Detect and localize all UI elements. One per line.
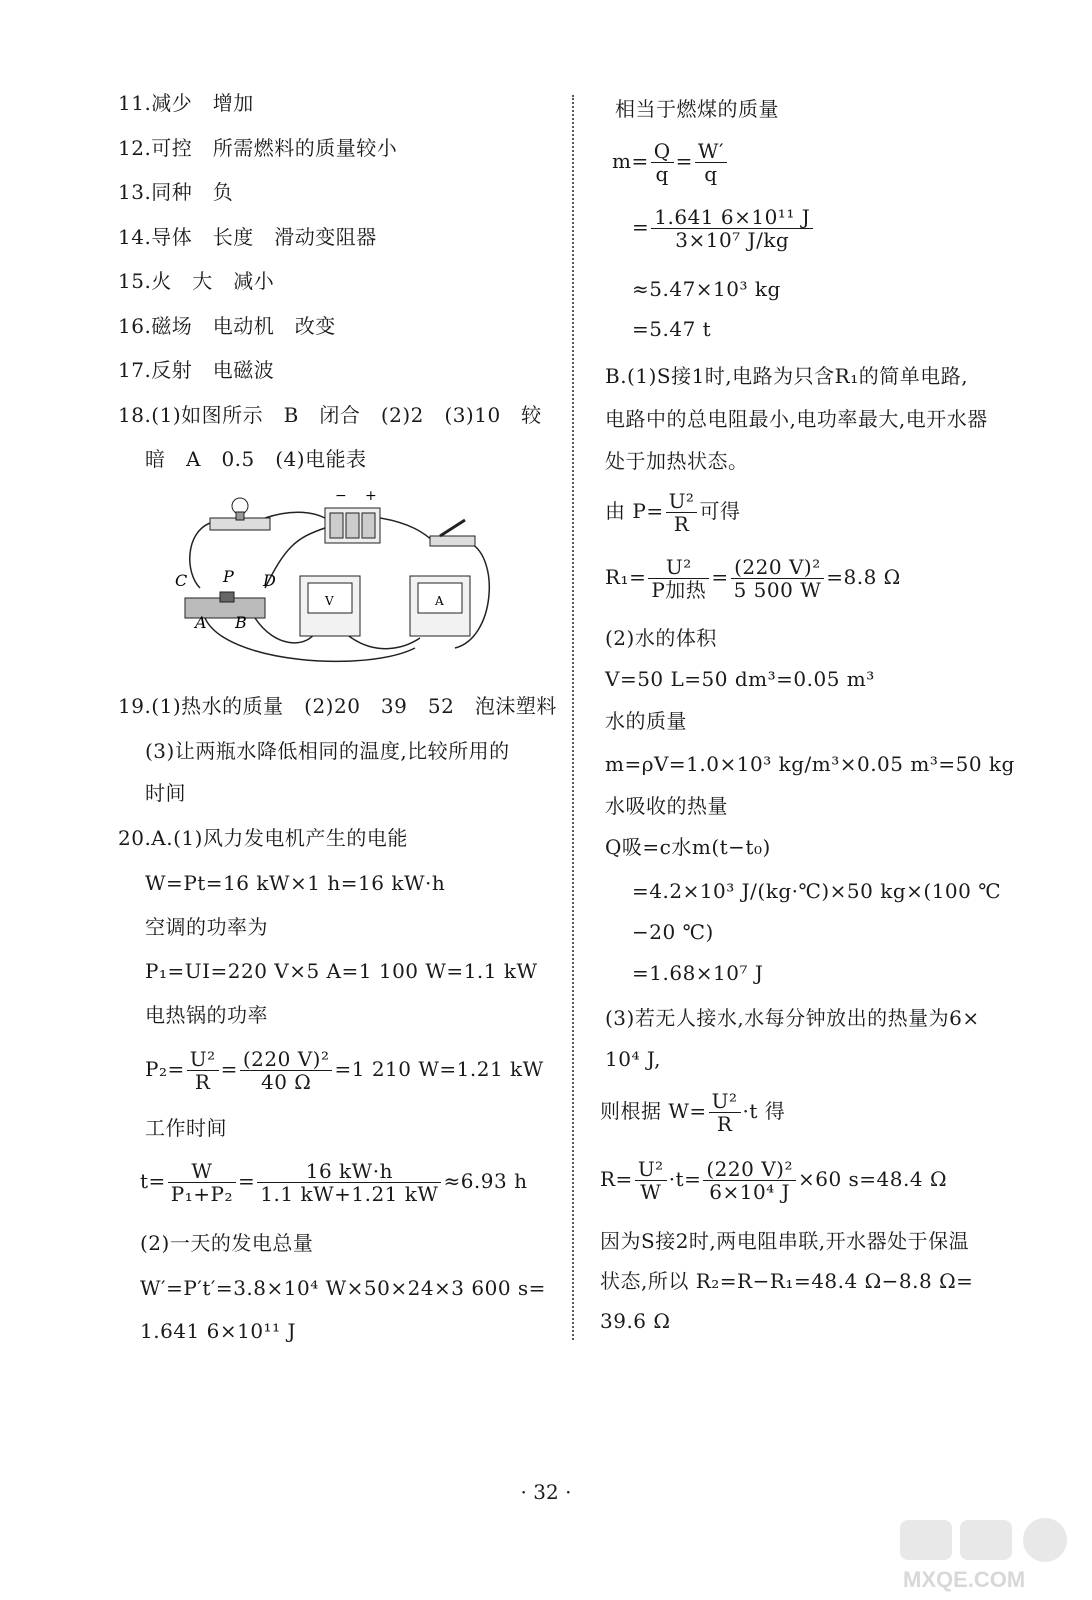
answer-19-line2: (3)让两瓶水降低相同的温度,比较所用的: [145, 739, 510, 763]
rheostat-label-d: D: [263, 571, 276, 590]
right-line14: =4.2×10³ J/(kg·℃)×50 kg×(100 ℃: [632, 879, 1002, 903]
answer-20-line3: 空调的功率为: [145, 915, 268, 939]
answer-18-line2: 暗 A 0.5 (4)电能表: [145, 447, 367, 471]
answer-16: 16.磁场 电动机 改变: [118, 314, 336, 338]
right-line20: 状态,所以 R₂=R−R₁=48.4 Ω−8.8 Ω=: [600, 1269, 974, 1293]
answer-11: 11.减少 增加: [118, 91, 254, 115]
answer-19-line3: 时间: [145, 781, 186, 805]
rheostat-label-c: C: [175, 571, 188, 590]
r1-formula: R₁= $\frac{\text{U²}}{\text{P加热}}$ = $\frac{\text{(220 V)²}}{5 500 W}$ =8.8 Ω: [605, 555, 901, 602]
right-line16: =1.68×10⁷ J: [632, 961, 764, 985]
p-formula: 由 P= $\frac{\text{U²}}{R}$ 可得: [605, 489, 741, 536]
right-line17: (3)若无人接水,水每分钟放出的热量为6×: [605, 1006, 980, 1030]
rheostat-label-a: A: [195, 613, 207, 632]
m-substitution: = $\frac{\text{1.641 6×10¹¹ J}}{\text{3×10⁷ J/kg}}$: [632, 206, 815, 251]
battery-minus-label: −: [335, 488, 347, 504]
answer-20-line6: 工作时间: [145, 1116, 227, 1140]
right-line7: 处于加热状态。: [605, 449, 749, 473]
rheostat-label-b: B: [235, 613, 247, 632]
right-line19: 因为S接2时,两电阻串联,开水器处于保温: [600, 1229, 970, 1253]
right-line8: (2)水的体积: [605, 626, 717, 650]
right-line12: 水吸收的热量: [605, 794, 728, 818]
r-formula: R= $\frac{\text{U²}}{W}$ ·t= $\frac{\text{(220 V)²}}{\text{6×10⁴ J}}$ ×60 s=48.4 Ω: [600, 1157, 948, 1204]
watermark-logo: [895, 1515, 1080, 1595]
m-formula: m= $\frac{Q}{q}$ = $\frac{W'}{q}$: [612, 140, 729, 185]
answer-15: 15.火 大 减小: [118, 269, 275, 293]
p2-formula: P₂= $\frac{\text{U²}}{R}$ = $\frac{\text{(220 V)²}}{40 \Omega}$ =1 210 W=1.21 kW: [145, 1047, 544, 1094]
right-line6: 电路中的总电阻最小,电功率最大,电开水器: [605, 407, 988, 431]
battery-plus-label: +: [365, 488, 377, 504]
page-number: · 32 ·: [520, 1480, 572, 1504]
w-formula: 则根据 W= $\frac{\text{U²}}{R}$ ·t 得: [600, 1089, 786, 1136]
right-line21: 39.6 Ω: [600, 1309, 671, 1333]
right-line4: =5.47 t: [632, 317, 712, 341]
right-line13: Q吸=c水m(t−t₀): [605, 835, 771, 859]
answer-20-line9: 1.641 6×10¹¹ J: [140, 1319, 296, 1343]
rheostat-label-p: P: [223, 567, 234, 586]
right-line18: 10⁴ J,: [605, 1047, 662, 1071]
circuit-diagram: [165, 488, 505, 678]
right-line9: V=50 L=50 dm³=0.05 m³: [605, 667, 875, 691]
t-formula: t= $\frac{W}{\text{P₁+P₂}}$ = $\frac{16 kW\cdot h}{1.1 kW+1.21 kW}$ ≈6.93 h: [140, 1159, 528, 1206]
answer-13: 13.同种 负: [118, 180, 234, 204]
svg-text:MXQE.COM: MXQE.COM: [903, 1567, 1026, 1592]
answer-14: 14.导体 长度 滑动变阻器: [118, 225, 377, 249]
right-line15: −20 ℃): [632, 920, 714, 944]
answer-20-line5: 电热锅的功率: [145, 1003, 268, 1027]
answer-19-line1: 19.(1)热水的质量 (2)20 39 52 泡沫塑料: [118, 694, 557, 718]
answer-12: 12.可控 所需燃料的质量较小: [118, 136, 398, 160]
answer-20-line7: (2)一天的发电总量: [140, 1231, 314, 1255]
answer-20-line8: W′=P′t′=3.8×10⁴ W×50×24×3 600 s=: [140, 1276, 546, 1300]
answer-20-line2: W=Pt=16 kW×1 h=16 kW·h: [145, 871, 446, 895]
right-line11: m=ρV=1.0×10³ kg/m³×0.05 m³=50 kg: [605, 752, 1015, 776]
right-line5: B.(1)S接1时,电路为只含R₁的简单电路,: [605, 364, 969, 388]
right-line3: ≈5.47×10³ kg: [632, 277, 781, 301]
right-line10: 水的质量: [605, 709, 687, 733]
column-divider: [572, 95, 574, 1340]
answer-18-line1: 18.(1)如图所示 B 闭合 (2)2 (3)10 较: [118, 403, 542, 427]
ammeter-label: A: [435, 594, 444, 608]
answer-20-line1: 20.A.(1)风力发电机产生的电能: [118, 826, 408, 850]
voltmeter-label: V: [325, 594, 334, 608]
right-line1: 相当于燃煤的质量: [615, 97, 779, 121]
answer-17: 17.反射 电磁波: [118, 358, 275, 382]
answer-20-line4: P₁=UI=220 V×5 A=1 100 W=1.1 kW: [145, 959, 538, 983]
